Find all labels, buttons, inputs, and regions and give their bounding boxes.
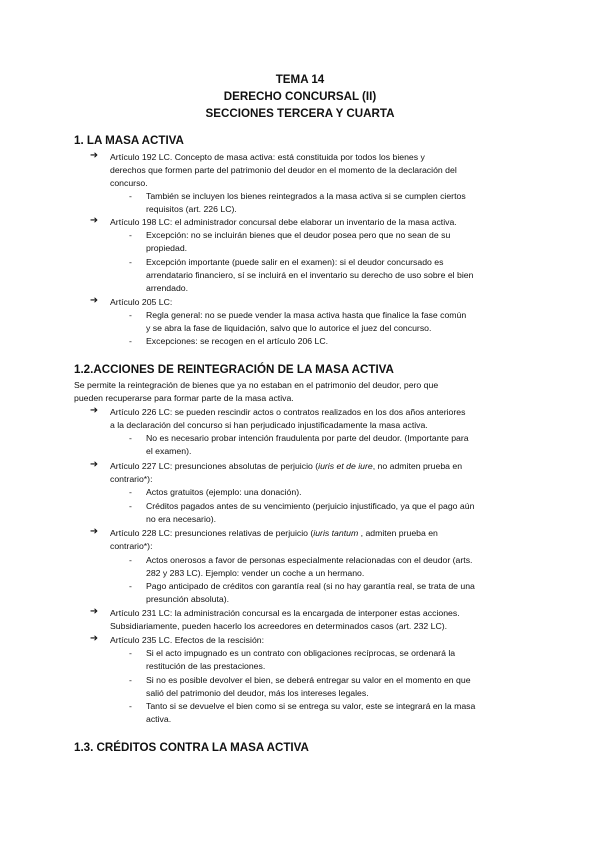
text-line: contrario*): xyxy=(110,541,153,551)
text-line: arrendado. xyxy=(146,283,189,293)
text-line: concurso. xyxy=(110,178,148,188)
dash-bullet-icon: - xyxy=(129,555,132,565)
text-run: Artículo 227 LC: presunciones absolutas de perjuicio ( xyxy=(110,461,319,471)
dash-bullet-icon: - xyxy=(129,433,132,443)
text-line: propiedad. xyxy=(146,243,188,253)
dash-bullet-icon: - xyxy=(129,230,132,240)
text-line: derechos que formen parte del patrimonio del deudor en el momento de la declaración del xyxy=(110,165,457,175)
text-line: pueden recuperarse para formar parte de la masa activa. xyxy=(74,393,294,403)
text-line: Subsidiariamente, pueden hacerlo los acreedores en determinados casos (art. 232 LC). xyxy=(110,621,448,631)
arrow-bullet-icon: ➔ xyxy=(90,295,99,306)
section-heading-masa-activa: 1. LA MASA ACTIVA xyxy=(74,134,184,147)
text-line: Regla general: no se puede vender la masa activa hasta que finalice la fase común xyxy=(146,310,467,320)
dash-bullet-icon: - xyxy=(129,581,132,591)
text-line: Actos gratuitos (ejemplo: una donación). xyxy=(146,487,302,497)
dash-bullet-icon: - xyxy=(129,675,132,685)
text-line: no era necesario). xyxy=(146,514,217,524)
dash-bullet-icon: - xyxy=(129,501,132,511)
text-line: Excepción: no se incluirán bienes que el deudor posea pero que no sean de su xyxy=(146,230,451,240)
dash-bullet-icon: - xyxy=(129,336,132,346)
text-line: Artículo 205 LC: xyxy=(110,297,173,307)
text-run: Artículo 228 LC: presunciones relativas de perjuicio ( xyxy=(110,528,314,538)
text-line: restitución de las prestaciones. xyxy=(146,661,266,671)
text-line: Artículo 198 LC: el administrador concursal debe elaborar un inventario de la masa activa. xyxy=(110,217,457,227)
text-line: arrendatario financiero, sí se incluirá en el inventario su derecho de uso sobre el bien xyxy=(146,270,474,280)
arrow-bullet-icon: ➔ xyxy=(90,526,99,537)
text-line: Pago anticipado de créditos con garantía real (si no hay garantía real, se trata de una xyxy=(146,581,475,591)
arrow-bullet-icon: ➔ xyxy=(90,633,99,644)
arrow-bullet-icon: ➔ xyxy=(90,215,99,226)
dash-bullet-icon: - xyxy=(129,701,132,711)
text-line: No es necesario probar intención fraudulenta por parte del deudor. (Importante para xyxy=(146,433,469,443)
dash-bullet-icon: - xyxy=(129,257,132,267)
dash-bullet-icon: - xyxy=(129,487,132,497)
text-line: Artículo 226 LC: se pueden rescindir actos o contratos realizados en los dos años anteriores xyxy=(110,407,466,417)
dash-bullet-icon: - xyxy=(129,191,132,201)
text-line: y se abra la fase de liquidación, salvo que lo autorice el juez del concurso. xyxy=(146,323,432,333)
arrow-bullet-icon: ➔ xyxy=(90,606,99,617)
text-line: requisitos (art. 226 LC). xyxy=(146,204,237,214)
text-line: activa. xyxy=(146,714,172,724)
text-line: Artículo 192 LC. Concepto de masa activa: está constituida por todos los bienes y xyxy=(110,152,425,162)
arrow-bullet-icon: ➔ xyxy=(90,459,99,470)
text-line: 282 y 283 LC). Ejemplo: vender un coche a un hermano. xyxy=(146,568,365,578)
text-line: Si el acto impugnado es un contrato con obligaciones recíprocas, se ordenará la xyxy=(146,648,456,658)
latin-term: iuris tantum xyxy=(313,528,359,538)
text-line: el examen). xyxy=(146,446,192,456)
text-line: salió del patrimonio del deudor, más los intereses legales. xyxy=(146,688,369,698)
text-line: Artículo 235 LC. Efectos de la rescisión: xyxy=(110,635,265,645)
text-line: a la declaración del concurso si han perjudicado injustificadamente la masa activa. xyxy=(110,420,428,430)
text-line: contrario*): xyxy=(110,474,153,484)
text-line: Tanto si se devuelve el bien como si se entrega su valor, este se integrará en la masa xyxy=(146,701,476,711)
text-line xyxy=(110,460,462,473)
dash-bullet-icon: - xyxy=(129,310,132,320)
section-heading-creditos-masa: 1.3. CRÉDITOS CONTRA LA MASA ACTIVA xyxy=(74,741,309,754)
text-line: Si no es posible devolver el bien, se deberá entregar su valor en el momento en que xyxy=(146,675,471,685)
text-line: Excepciones: se recogen en el artículo 206 LC. xyxy=(146,336,329,346)
text-line: Excepción importante (puede salir en el examen): si el deudor concursado es xyxy=(146,257,444,267)
doc-title-subject: DERECHO CONCURSAL (II) xyxy=(223,90,377,103)
text-line: Se permite la reintegración de bienes que ya no estaban en el patrimonio del deudor, pero que xyxy=(74,380,439,390)
text-line: Créditos pagados antes de su vencimiento (perjuicio injustificado, ya que el pago aún xyxy=(146,501,475,511)
text-line: Actos onerosos a favor de personas especialmente relacionadas con el deudor (arts. xyxy=(146,555,473,565)
dash-bullet-icon: - xyxy=(129,648,132,658)
text-line xyxy=(110,527,438,540)
doc-title-sections: SECCIONES TERCERA Y CUARTA xyxy=(205,107,395,120)
arrow-bullet-icon: ➔ xyxy=(90,405,99,416)
arrow-bullet-icon: ➔ xyxy=(90,150,99,161)
doc-title-topic: TEMA 14 xyxy=(275,73,325,86)
section-heading-acciones-reintegracion: 1.2.ACCIONES DE REINTEGRACIÓN DE LA MASA ACTIVA xyxy=(74,363,394,376)
latin-term: iuris et de iure xyxy=(318,461,373,471)
text-line: presunción absoluta). xyxy=(146,594,230,604)
text-line: Artículo 231 LC: la administración concursal es la encargada de interponer estas acciones. xyxy=(110,608,460,618)
text-line: También se incluyen los bienes reintegrados a la masa activa si se cumplen ciertos xyxy=(146,191,466,201)
text-run: , no admiten prueba en xyxy=(372,461,463,471)
text-run: , admiten prueba en xyxy=(358,528,438,538)
